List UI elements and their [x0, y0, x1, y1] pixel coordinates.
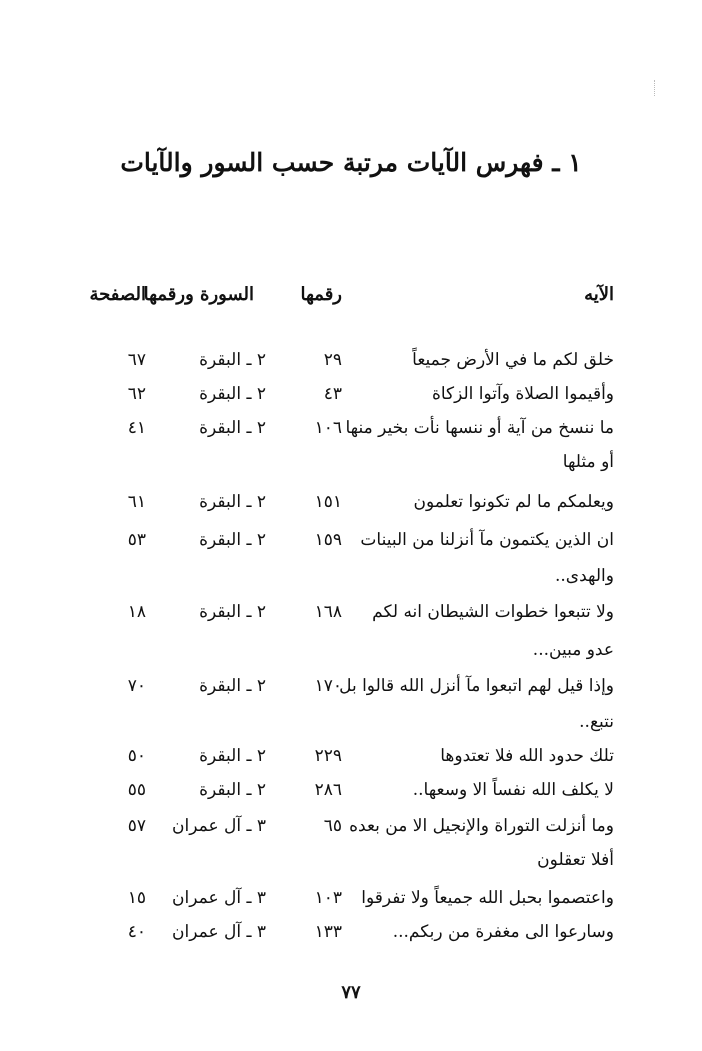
table-row [0, 676, 702, 706]
row-ayah-continuation: نتبع.. [579, 712, 614, 732]
row-number: ١٦٨ [314, 602, 342, 622]
row-ayah: تلك حدود الله فلا تعتدوها [440, 746, 614, 766]
row-page: ٥٧ [127, 816, 146, 836]
table-row-continuation [0, 566, 702, 596]
row-page: ٦٧ [127, 350, 146, 370]
table-row-continuation [0, 850, 702, 880]
table-row [0, 780, 702, 810]
row-ayah: وما أنزلت التوراة والإنجيل الا من بعده [349, 816, 614, 836]
row-ayah-continuation: أو مثلها [562, 452, 614, 472]
row-surah: ٢ ـ البقرة [199, 492, 266, 512]
table-row [0, 602, 702, 632]
table-row [0, 350, 702, 380]
row-surah: ٢ ـ البقرة [199, 384, 266, 404]
header-number: رقمها [300, 284, 342, 305]
row-number: ١٠٦ [314, 418, 342, 438]
margin-mark [654, 80, 657, 96]
header-ayah: الآيه [584, 284, 614, 305]
row-surah: ٢ ـ البقرة [199, 602, 266, 622]
table-row [0, 888, 702, 918]
table-row-continuation [0, 640, 702, 670]
row-page: ٦١ [127, 492, 146, 512]
table-row [0, 492, 702, 522]
row-surah: ٢ ـ البقرة [199, 676, 266, 696]
table-row [0, 418, 702, 448]
row-ayah: خلق لكم ما في الأرض جميعاً [412, 350, 614, 370]
row-page: ٧٠ [127, 676, 146, 696]
row-page: ٤١ [127, 418, 146, 438]
row-number: ٦٥ [323, 816, 342, 836]
table-row-continuation [0, 452, 702, 482]
row-ayah: لا يكلف الله نفساً الا وسعها.. [412, 780, 614, 800]
row-ayah: واعتصموا بحبل الله جميعاً ولا تفرقوا [361, 888, 614, 908]
table-row [0, 384, 702, 414]
row-ayah-continuation: والهدى.. [555, 566, 614, 586]
table-row [0, 922, 702, 952]
row-number: ١٠٣ [314, 888, 342, 908]
table-header [0, 284, 702, 314]
row-ayah: ولا تتبعوا خطوات الشيطان انه لكم [372, 602, 614, 622]
row-number: ٢٩ [323, 350, 342, 370]
row-surah: ٢ ـ البقرة [199, 418, 266, 438]
row-ayah-continuation: عدو مبين... [532, 640, 614, 660]
row-page: ٥٠ [127, 746, 146, 766]
row-ayah: ما ننسخ من آية أو ننسها نأت بخير منها [345, 418, 614, 438]
row-ayah: ويعلمكم ما لم تكونوا تعلمون [413, 492, 614, 512]
row-ayah: ان الذين يكتمون مآ أنزلنا من البينات [360, 530, 614, 550]
row-page: ٦٢ [127, 384, 146, 404]
row-ayah: وأقيموا الصلاة وآتوا الزكاة [431, 384, 614, 404]
row-page: ٤٠ [127, 922, 146, 942]
header-surah: السورة ورقمها [143, 284, 254, 305]
table-row [0, 746, 702, 776]
table-row-continuation [0, 712, 702, 742]
row-ayah: وإذا قيل لهم اتبعوا مآ أنزل الله قالوا بل [339, 676, 614, 696]
row-surah: ٢ ـ البقرة [199, 780, 266, 800]
row-surah: ٢ ـ البقرة [199, 746, 266, 766]
row-number: ٢٨٦ [314, 780, 342, 800]
row-number: ١٥١ [314, 492, 342, 512]
row-ayah-continuation: أفلا تعقلون [537, 850, 614, 870]
row-page: ١٨ [127, 602, 146, 622]
row-surah: ٣ ـ آل عمران [172, 922, 266, 942]
page-number: ٧٧ [341, 982, 361, 1003]
row-surah: ٣ ـ آل عمران [172, 816, 266, 836]
row-surah: ٢ ـ البقرة [199, 530, 266, 550]
row-number: ١٧٠ [314, 676, 342, 696]
row-number: ٢٢٩ [314, 746, 342, 766]
row-number: ١٥٩ [314, 530, 342, 550]
row-page: ٥٥ [127, 780, 146, 800]
header-page: الصفحة [89, 284, 146, 305]
table-row [0, 816, 702, 846]
row-number: ١٣٣ [314, 922, 342, 942]
row-number: ٤٣ [323, 384, 342, 404]
table-row [0, 530, 702, 560]
row-surah: ٢ ـ البقرة [199, 350, 266, 370]
row-surah: ٣ ـ آل عمران [172, 888, 266, 908]
row-page: ٥٣ [127, 530, 146, 550]
row-ayah: وسارعوا الى مغفرة من ربكم... [392, 922, 614, 942]
row-page: ١٥ [127, 888, 146, 908]
page-title: ١ ـ فهرس الآيات مرتبة حسب السور والآيات [120, 148, 582, 177]
